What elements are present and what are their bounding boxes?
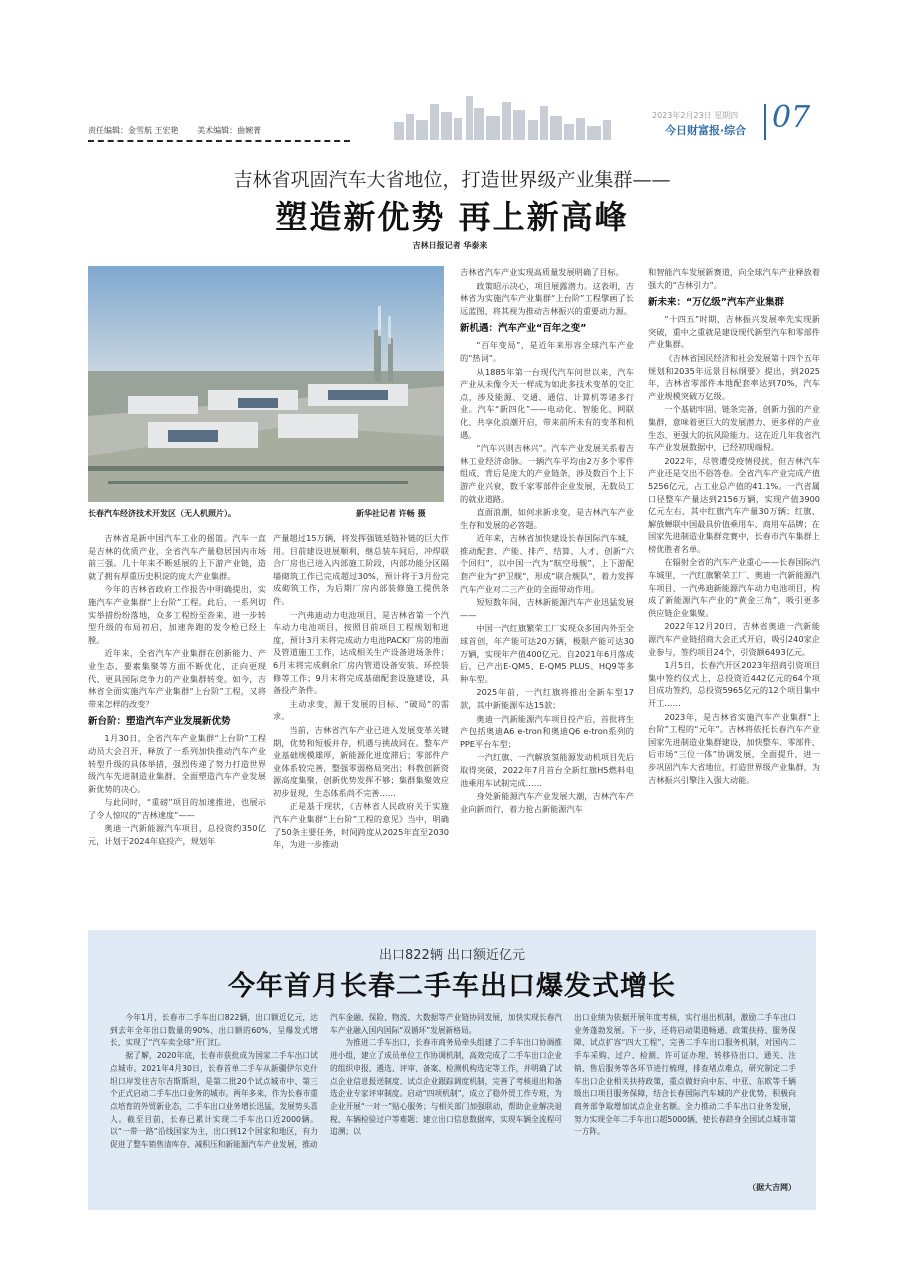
paragraph: 为推进二手车出口，长春市商务局牵头组建了二手车出口协调推进小组，建立了成员单位工作协调机制，高效完成了二手车出口企业的组织申报、遴选、评审、备案、检测机构选定等工作，并明确了试点企业信息报送制度、试点企业跟踪调度机制，完善了考核退出和备选企业专家评审制度。启动“四项机制”，成立了稳外贸工作专班，为企业开展“一对一”贴心服务；与相关部门加强联动，帮助企业解决退税、车辆检验过户等难题；建立出口信息数据库，实现车辆全流程可追溯；以 xyxy=(330,1038,562,1137)
section-heading-new-opportunity: 新机遇：汽车产业“百年之变” xyxy=(460,323,587,335)
issue-date: 2023年2月23日 星期四 xyxy=(652,111,739,120)
paragraph: 今年的吉林省政府工作报告中明确提出，实施汽车产业集群“上台阶”工程。此后，一系列切实举措纷纷落地，众多工程纷至沓来，进一步转型升级的布局初启，加速奔跑的发令枪已经上膛。 xyxy=(88,584,266,645)
paragraph: 一汽红旗、一汽解放氢能源发动机项目先后取得突破，2022年7月首台全新红旗H5燃料电池乘用车试制完成…… xyxy=(460,752,634,788)
article-column-3 xyxy=(460,266,634,916)
paragraph: 政策昭示决心，项目展露潜力。这表明，吉林省为实施汽车产业集群“上台阶”工程擘画了长远蓝图，将其视为推动吉林振兴的重要动力源。 xyxy=(460,280,634,316)
page-header xyxy=(0,0,904,150)
paragraph: 出口业绩为依据开展年度考核，实行退出机制，激励二手车出口业务蓬勃发展。下一步，还将启动渠道畅通、政策扶持、服务保障、试点扩容“四大工程”，完善二手车出口服务机制，对国内二手车采购、过户、检测、许可证办理、转移待出口、通关、注销、售后服务等各环节进行梳理，排查堵点难点，研究制定二手车出口企业相关扶持政策，重点做好向中东、中亚、东欧等千辆级出口项目服务保障，结合长春国际汽车城的产业优势，积极向商务部争取增加试点企业名额。全力推动二手车出口业务发展，努力实现全年二手车出口超5000辆，使长春跻身全国试点城市第一方阵。 xyxy=(574,1013,796,1137)
paragraph: 2022年，尽管遭受疫情侵扰，但吉林汽车产业还是交出不俗答卷。全省汽车产业完成产值5256亿元，占工业总产值的41.1%。一汽省属口径整车产量达到2156万辆，实现产值3900亿元左右，其中红旗汽车产量30万辆；红旗、解放蝉联中国最具价值乘用车、商用车品牌；在国家先进制造业集群竞赛中，长春市汽车集群上榜优胜者名单。 xyxy=(648,455,820,554)
photo-caption-text: 长春汽车经济技术开发区（无人机照片）。 xyxy=(88,509,236,518)
paragraph: 吉林省汽车产业实现高质量发展明确了目标。 xyxy=(460,267,624,277)
article-byline: 吉林日报记者 华泰来 xyxy=(412,241,488,250)
paragraph: 2022年12月20日，吉林省奥迪一汽新能源汽车产业链招商大会正式开启，吸引240家企业参与，签约项目24个，引资额6493亿元。 xyxy=(648,621,820,657)
sidebar-kicker: 出口822辆 出口额近亿元 xyxy=(379,948,525,963)
sidebar-source: （据大吉网） xyxy=(748,1183,796,1192)
paragraph: 据了解，2020年底，长春市获批成为国家二手车出口试点城市。2021年4月30日，长春首单二手车从新疆伊尔克什坦口岸发往吉尔吉斯斯坦，是第二批20个试点城市中、第三个正式启动二手车出口业务的城市。两年多来，作为长春市重点培育的外贸新业态，二手车出口业务增长迅猛，发展势头喜人。截至目前，长春已累计实现二手车出口近2000辆。以“一带一路”沿线国家为主，出口到12个国家和地区，有力促进了整车销售清库存、减积压和新能源汽车产业发展，推动 xyxy=(110,1051,318,1150)
paragraph: 一汽弗迪动力电池项目，是吉林省第一个汽车动力电池项目，按照目前项目工程规划和进度，预计3月末将完成动力电池PACK厂房的地面及管道施工工作，达成相关生产设备进场条件；6月末将完成剩余厂房内管道设备安装、环控装修等工作；9月末将完成基础配套设施建设，具备投产条件。 xyxy=(273,609,449,696)
paragraph: 主动求变，源于发展的目标、“破局”的需求。 xyxy=(273,698,449,722)
paragraph: 近年来，吉林省加快建设长春国际汽车城，推动配套、产能、排产、结算、人才、创新“六个回归”，以中国一汽为“航空母舰”，上下游配套产业为“护卫舰”，形成“联合舰队”，着力发挥汽车产业对二三产业的全面带动作用。 xyxy=(460,533,634,594)
paragraph: 1月5日，长春汽开区2023年招商引资项目集中签约仪式上，总投资近442亿元的64个项目成功签约，总投资5965亿元的12个项目集中开工…… xyxy=(648,660,820,708)
paragraph: 直面浪潮，如何求新求变，是吉林汽车产业生存和发展的必答题。 xyxy=(460,507,634,530)
photo-caption xyxy=(88,508,444,519)
paragraph: 今年1月，长春市二手车出口822辆，出口额近亿元，达到去年全年出口数量的90%、出口额的60%，呈爆发式增长，实现了“汽车卖全球”开门红。 xyxy=(110,1013,318,1048)
article-lead-title: 吉林省巩固汽车大省地位，打造世界级产业集群—— xyxy=(233,169,671,191)
editor-names: 责任编辑：金雪航 王宏艳 xyxy=(88,126,179,135)
paragraph: 1月30日，全省汽车产业集群“上台阶”工程动员大会召开，释放了一系列加快推动汽车产业转型升级的具体举措，强烈传递了努力打造世界级汽车先进制造业集群、全面塑造汽车产业发展新优势的决心。 xyxy=(88,733,266,794)
art-editor-names: 美术编辑：曲婉菁 xyxy=(197,126,262,135)
paragraph: 从1885年第一台现代汽车问世以来，汽车产业从未像今天一样成为如此多技术变革的交汇点，涉及能源、交通、通信、计算机等诸多行业。汽车“新四化”——电动化、智能化、网联化、共享化浪潮开启，带来前所未有的变革和机遇。 xyxy=(460,366,634,440)
paragraph: 吉林省是新中国汽车工业的摇篮。汽车一直是吉林的优质产业，全省汽车产量稳居国内市场前三强。几十年来不断延展的上下游产业链，造就了拥有厚重历史积淀的庞大产业集群。 xyxy=(88,533,266,581)
section-name: 今日财富报·综合 xyxy=(665,124,747,137)
paragraph: 在辐射全省的汽车产业重心——长春国际汽车城里，一汽红旗繁荣工厂、奥迪一汽新能源汽车项目、一汽弗迪新能源汽车动力电池项目，构成了新能源汽车产业的“黄金三角”，吸引更多供应链企业集聚。 xyxy=(648,557,820,618)
article-column-1 xyxy=(88,532,266,916)
article-column-2 xyxy=(273,532,449,916)
paragraph: 产量超过15万辆，将发挥强链延链补链的巨大作用。目前建设进展顺利，继总装车间后，冲焊联合厂房也已进入内部施工阶段，内部功能分区隔墙砌筑工作已完成超过30%，预计将于3月份完成砌筑工作，为后期厂房内部装修施工提供条件。 xyxy=(273,533,449,606)
sidebar-column-3 xyxy=(574,1012,796,1192)
sidebar-column-2 xyxy=(330,1012,562,1192)
paragraph: 近年来，全省汽车产业集群在创新能力、产业生态、要素集聚等方面不断优化，正向更现代、更具国际竞争力的产业集群转变。如今，吉林省全面实施汽车产业集群“上台阶”工程，又将带来怎样的改变？ xyxy=(88,648,266,709)
paragraph: 一个基础牢固、链条完备，创新力强的产业集群，意味着更巨大的发展潜力、更多样的产业生态、更强大的抗风险能力。这在近几年我省汽车产业发展数据中，已经初现端倪。 xyxy=(648,404,820,453)
article-main-title: 塑造新优势 再上新高峰 xyxy=(275,198,629,236)
paragraph: 2025年前，一汽红旗将推出全新车型17款，其中新能源车达15款； xyxy=(460,687,634,710)
editor-credits xyxy=(88,125,277,136)
paragraph: “十四五”时期，吉林振兴发展率先实现新突破，重中之重就是建设现代新型汽车和零部件产业集群。 xyxy=(648,314,820,350)
sidebar-article-box xyxy=(88,930,816,1210)
paragraph: 正是基于现状，《吉林省人民政府关于实施汽车产业集群“上台阶”工程的意见》当中，明确了50条主要任务，时间跨度从2025年直至2030年，为进一步推动 xyxy=(273,801,449,850)
photo-credit: 新华社记者 许畅 摄 xyxy=(356,509,426,518)
paragraph: 和智能汽车发展新赛道，向全球汽车产业释放着强大的“吉林引力”。 xyxy=(648,267,820,290)
paragraph: 奥迪一汽新能源汽车项目投产后，首批将生产包括奥迪A6 e-tron和奥迪Q6 e-tron系列的PPE平台车型； xyxy=(460,713,634,749)
paragraph: 当前，吉林省汽车产业已进入发展变革关键期，优势和短板并存，机遇与挑战同在。整车产业基础规模雄厚，新能源化进度滞后；零部件产业体系较完善，整强零弱格局突出；科教创新资源高度集聚，创新优势发挥不够；集群集聚效应初步显现，生态体系尚不完善…… xyxy=(273,724,449,798)
paragraph: “汽车兴则吉林兴”。汽车产业发展关系着吉林工业经济命脉。一辆汽车平均由2万多个零件组成，背后是庞大的产业链条，涉及数百个上下游产业兴衰，数千家零部件企业发展，无数员工的就业道路。 xyxy=(460,443,634,504)
section-heading-new-step: 新台阶：塑造汽车产业发展新优势 xyxy=(88,716,231,728)
article-column-4 xyxy=(648,266,820,916)
paragraph: 汽车金融、保险、物流、大数据等产业链协同发展，加快实现长春汽车产业融入国内国际“双循环”发展新格局。 xyxy=(330,1013,562,1035)
page-number-divider xyxy=(764,104,766,140)
paragraph: 2023年，是吉林省实施汽车产业集群“上台阶”工程的“元年”。吉林将依托长春汽车产业国家先进制造业集群建设，加快整车、零部件、后市场“三位一体”协调发展，全面提升，进一步巩固汽车大省地位，打造世界级产业集群，为吉林振兴引擎注入强大动能。 xyxy=(648,711,820,785)
sidebar-title: 今年首月长春二手车出口爆发式增长 xyxy=(228,971,676,1002)
paragraph: 身处新能源汽车产业发展大潮，吉林汽车产业向新而行，着力抢占新能源汽车 xyxy=(460,791,634,814)
section-heading-new-future: 新未来：“万亿级”汽车产业集群 xyxy=(648,297,784,309)
paragraph: 中国一汽红旗繁荣工厂实现众多国内外至全球首创，年产能可达20万辆，极限产能可达30万辆，实现年产值400亿元。自2021年6月落成后，已产出E-QM5、E-QM5 PLUS、HQ9等多种车型。 xyxy=(460,623,634,684)
header-dashed-rule xyxy=(88,140,350,142)
page-number: 07 xyxy=(772,100,811,135)
paragraph: 短短数年间，吉林新能源汽车产业迅猛发展—— xyxy=(460,597,634,620)
paragraph: 与此同时，“重磅”项目的加速推进，也展示了令人惊叹的“吉林速度”—— xyxy=(88,797,266,820)
paragraph: 《吉林省国民经济和社会发展第十四个五年规划和2035年远景目标纲要》提出，到2025年，吉林省零部件本地配套率达到70%，汽车产业规模突破万亿级。 xyxy=(648,352,820,401)
city-skyline-icon xyxy=(388,90,628,140)
sidebar-column-1 xyxy=(110,1012,318,1192)
paragraph: 奥迪一汽新能源汽车项目，总投资约350亿元，计划于2024年底投产，规划年 xyxy=(88,823,266,847)
paragraph: “百年变局”，是近年来形容全球汽车产业的“热词”。 xyxy=(460,340,634,363)
aerial-factory-photo xyxy=(88,266,444,502)
